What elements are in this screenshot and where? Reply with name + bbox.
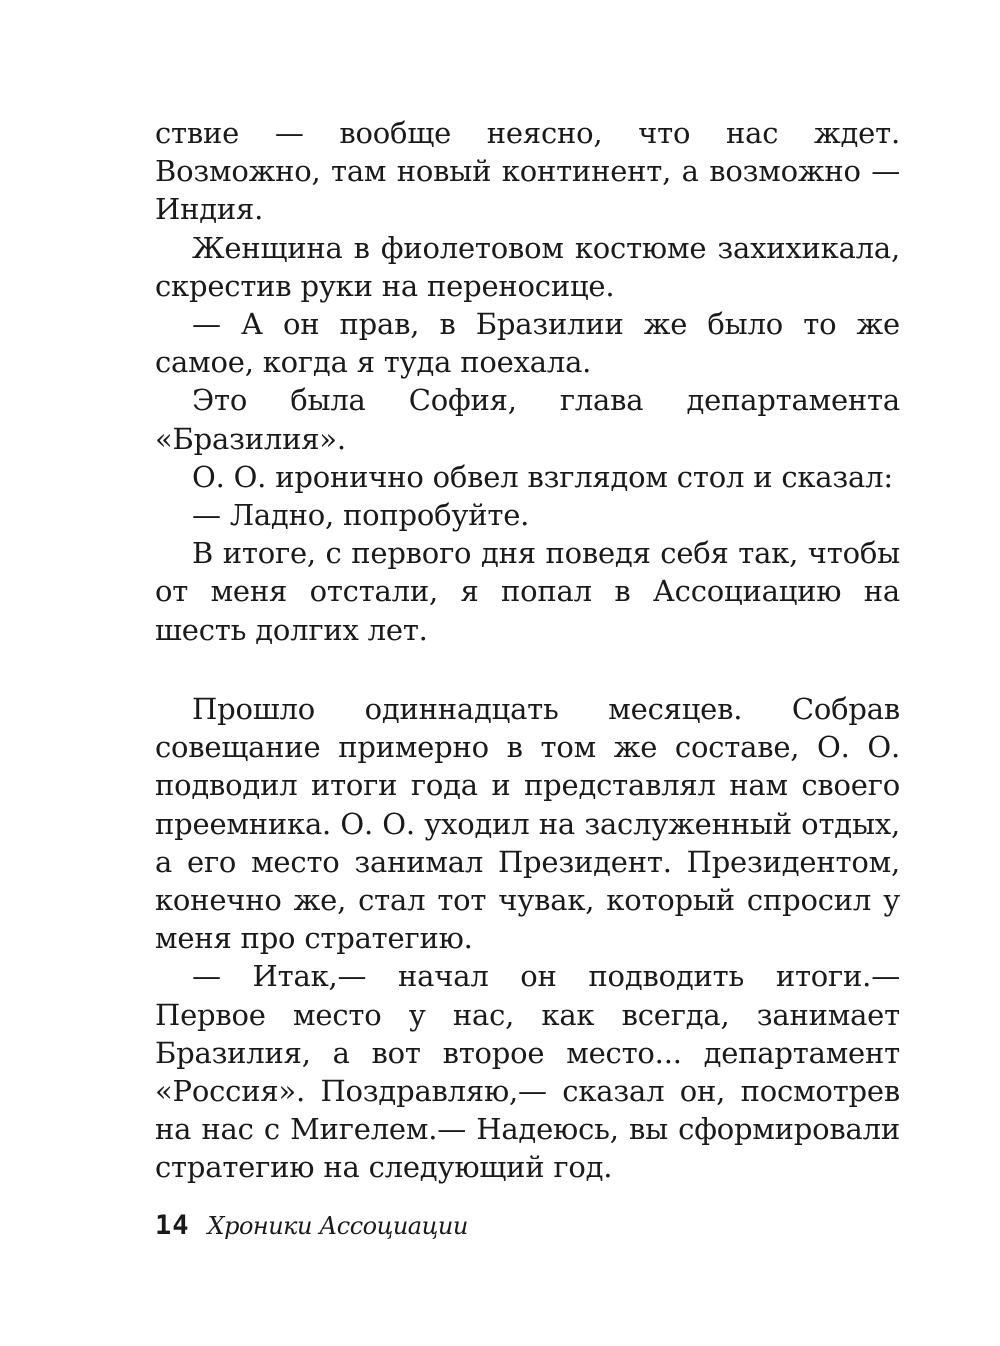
page-number: 14 — [155, 1210, 190, 1241]
page-footer — [155, 1210, 468, 1250]
paragraph-dialogue-try: — Ладно, попробуйте. — [192, 498, 530, 533]
paragraph-dialogue-brazil: — А он прав, в Бразилии же было то же самое, когда я туда поехала. — [155, 307, 900, 380]
text-section-second — [155, 690, 900, 1187]
paragraph-result: В итоге, с первого дня поведя себя так, чтобы от меня отстали, я попал в Ассоциацию на шесть долгих лет. — [155, 536, 900, 647]
paragraph-oo-said: О. О. иронично обвел взглядом стол и сказал: — [192, 459, 893, 494]
paragraph-woman: Женщина в фиолетовом костюме захихикала, скрестив руки на переносице. — [155, 230, 900, 303]
paragraph-dialogue-results: — Итак,— начал он подводить итоги.— Первое место у нас, как всегда, занимает Бразилия, а вот второе место... департамент «Россия». Поздравляю,— сказал он, посмотрев на нас с Мигелем.— Надеюсь, вы сформировали стратегию на следующий год. — [155, 959, 900, 1185]
paragraph-continuation: ствие — вообще неясно, что нас ждет. Возможно, там новый континент, а возможно — Индия. — [155, 116, 900, 227]
paragraph-eleven-months: Прошло одиннадцать месяцев. Собрав совещание примерно в том же составе, О. О. подводил итоги года и представлял нам своего преемника. О. О. уходил на заслуженный отдых, а его место занимал Президент. Президентом, конечно же, стал тот чувак, который спросил у меня про стратегию. — [155, 692, 900, 956]
text-section-first — [155, 114, 900, 649]
paragraph-sofia: Это была София, глава департамента «Бразилия». — [155, 383, 900, 456]
running-title: Хроники Ассоциации — [207, 1212, 468, 1240]
